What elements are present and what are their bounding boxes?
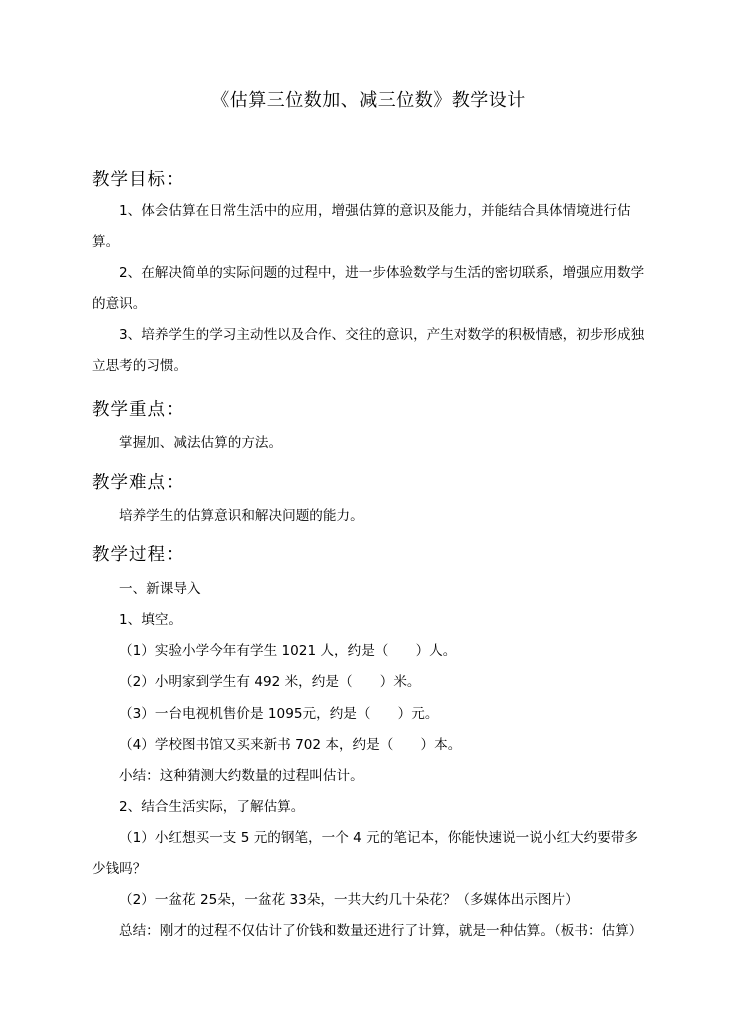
process-line: 总结：刚才的过程不仅估计了价钱和数量还进行了计算，就是一种估算。（板书：估算） — [119, 923, 643, 939]
document-title: 《估算三位数加、减三位数》教学设计 — [211, 90, 526, 111]
goal-item-3: 3、培养学生的学习主动性以及合作、交往的意识，产生对数学的积极情感，初步形成独立思考的习惯。 — [92, 327, 645, 374]
goal-item-1: 1、体会估算在日常生活中的应用，增强估算的意识及能力，并能结合具体情境进行估算。 — [92, 203, 631, 250]
heading-process: 教学过程： — [92, 545, 185, 565]
process-line: （2）一盆花 25朵，一盆花 33朵，一共大约几十朵花？（多媒体出示图片） — [119, 892, 579, 908]
process-line: （1）小红想买一支 5 元的钢笔，一个 4 元的笔记本，你能快速说一说小红大约要带多 — [119, 830, 639, 846]
heading-key-point: 教学重点： — [92, 400, 185, 420]
difficulty-text: 培养学生的估算意识和解决问题的能力。 — [119, 508, 364, 524]
heading-goals: 教学目标： — [92, 170, 185, 190]
process-line: 少钱吗？ — [92, 861, 147, 877]
process-line: （3）一台电视机售价是 1095元，约是（ ）元。 — [119, 706, 439, 722]
process-line: （1）实验小学今年有学生 1021 人，约是（ ）人。 — [119, 643, 457, 659]
process-line: （4）学校图书馆又买来新书 702 本，约是（ ）本。 — [119, 737, 462, 753]
process-line: 一、新课导入 — [119, 581, 201, 597]
process-line: 2、结合生活实际，了解估算。 — [119, 799, 305, 815]
process-line: （2）小明家到学生有 492 米，约是（ ）米。 — [119, 674, 421, 690]
process-line: 1、填空。 — [119, 612, 183, 628]
heading-difficulty: 教学难点： — [92, 473, 185, 493]
goal-item-2: 2、在解决简单的实际问题的过程中，进一步体验数学与生活的密切联系，增强应用数学的意识。 — [92, 265, 645, 312]
process-line: 小结：这种猜测大约数量的过程叫估计。 — [119, 768, 364, 784]
key-point-text: 掌握加、减法估算的方法。 — [119, 435, 283, 451]
